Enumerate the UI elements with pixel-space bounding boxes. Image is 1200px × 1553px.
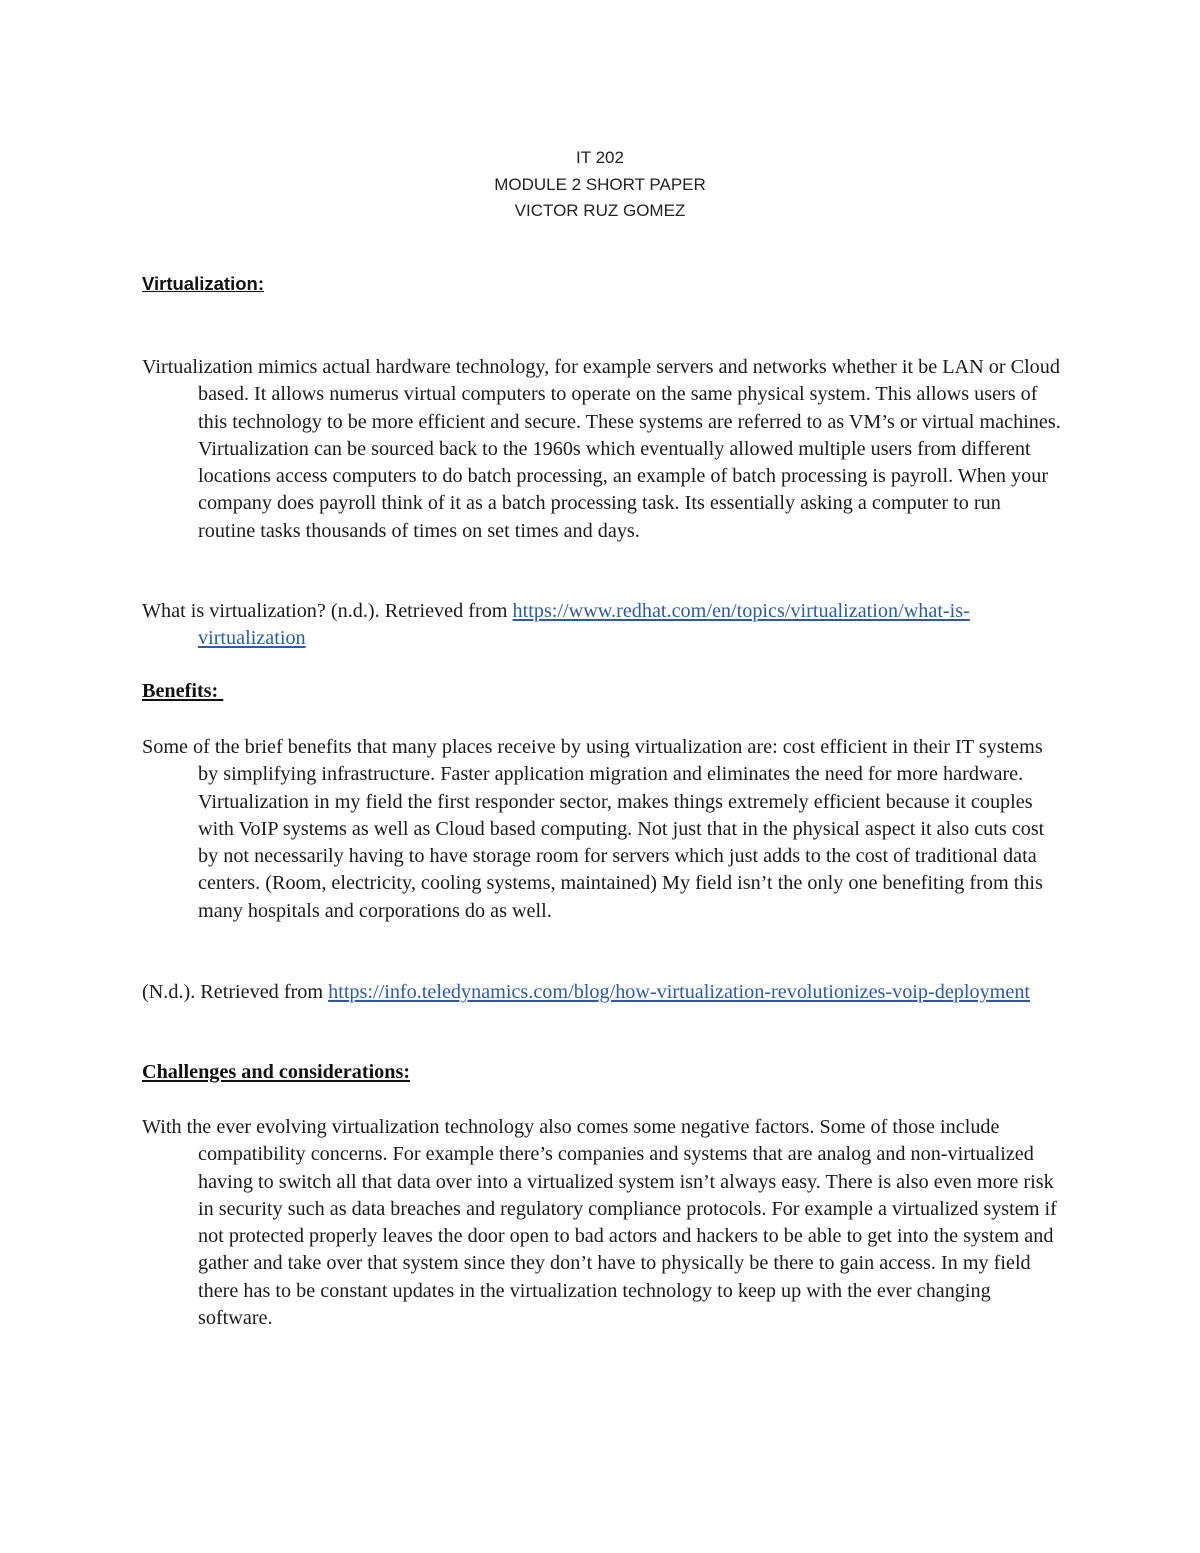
redhat-reference-link[interactable]: https://www.redhat.com/en/topics/virtualization/what-is-virtualization: [198, 600, 970, 650]
assignment-title: MODULE 2 SHORT PAPER: [494, 174, 706, 194]
benefits-heading: Benefits:: [142, 680, 224, 702]
teledynamics-reference-link[interactable]: https://info.teledynamics.com/blog/how-virtualization-revolutionizes-voip-deployment: [328, 981, 1031, 1003]
virtualization-heading: Virtualization:: [142, 273, 264, 294]
virtualization-paragraph: Virtualization mimics actual hardware technology, for example servers and networks whether it be LAN or Cloud based. It allows numerus virtual computers to operate on the same physical system. This allows users of this technology to be more efficient and secure. These systems are referred to as VM’s or virtual machines. Virtualization can be sourced back to the 1960s which eventually allowed multiple users from different locations access computers to do batch processing, an example of batch processing is payroll. When your company does payroll think of it as a batch processing task. Its essentially asking a computer to run routine tasks thousands of times on set times and days.: [142, 356, 1061, 542]
benefits-paragraph: Some of the brief benefits that many places receive by using virtualization are: cost efficient in their IT systems by simplifying infrastructure. Faster application migration and eliminates the need for more hardware. Virtualization in my field the first responder sector, makes things extremely efficient because it couples with VoIP systems as well as Cloud based computing. Not just that in the physical aspect it also cuts cost by not necessarily having to have storage room for servers which just adds to the cost of traditional data centers. (Room, electricity, cooling systems, maintained) My field isn’t the only one benefiting from this many hospitals and corporations do as well.: [142, 736, 1045, 922]
virtualization-reference: [142, 598, 1062, 653]
course-title: IT 202: [576, 148, 624, 167]
challenges-heading: Challenges and considerations:: [142, 1061, 411, 1083]
reference-text: What is virtualization? (n.d.). Retrieved from: [142, 600, 513, 622]
author-name: VICTOR RUZ GOMEZ: [514, 201, 686, 220]
benefits-reference: [142, 979, 1062, 1006]
challenges-paragraph: With the ever evolving virtualization technology also comes some negative factors. Some of those include compatibility concerns. For example there’s companies and systems that are analog and non-virtualized having to switch all that data over into a virtualized system isn’t always easy. There is also even more risk in security such as data breaches and regulatory compliance protocols. For example a virtualized system if not protected properly leaves the door open to bad actors and hackers to be able to get into the system and gather and take over that system since they don’t have to physically be there to gain access. In my field there has to be constant updates in the virtualization technology to keep up with the ever changing software.: [142, 1116, 1057, 1330]
reference-text: (N.d.). Retrieved from: [142, 981, 329, 1003]
title-block: [0, 145, 1200, 225]
